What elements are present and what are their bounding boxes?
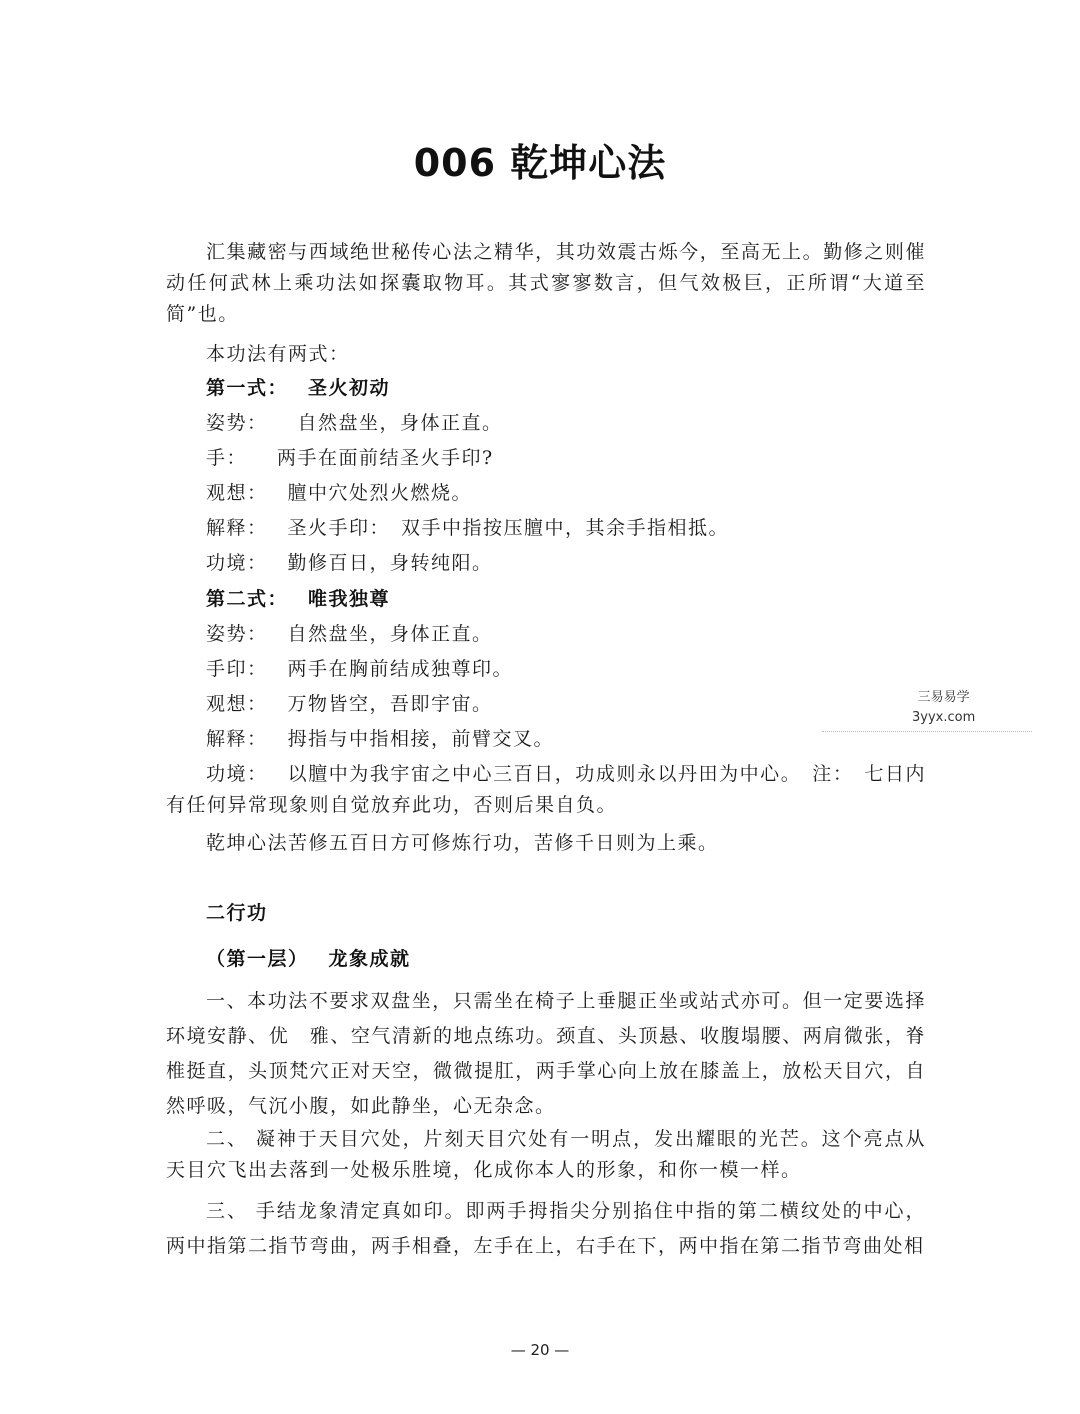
section2-paragraph-2: 二、 凝神于天目穴处，片刻天目穴处有一明点，发出耀眼的光芒。这个亮点从天目穴飞出去落到一处极乐胜境，化成你本人的形象，和你一模一样。 (166, 1128, 926, 1181)
form2-posture: 自然盘坐，身体正直。 (287, 623, 493, 645)
form1-explain: 圣火手印： 双手中指按压膻中，其余手指相抵。 (287, 517, 730, 539)
form1-posture-line (206, 408, 503, 439)
form1-explain-label: 解释： (206, 517, 268, 539)
form1-visual: 膻中穴处烈火燃烧。 (287, 482, 473, 504)
form2-explain: 拇指与中指相接，前臂交叉。 (287, 728, 555, 750)
section2-paragraph-3: 三、 手结龙象清定真如印。即两手拇指尖分别掐住中指的第二横纹处的中心，两中指第二指节弯曲，两手相叠，左手在上，右手在下，两中指在第二指节弯曲处相 (166, 1200, 926, 1257)
section2-paragraph-1: 一、本功法不要求双盘坐，只需坐在椅子上垂腿正坐或站式亦可。但一定要选择环境安静、优 雅、空气清新的地点练功。颈直、头顶悬、收腹塌腰、两肩微张，脊椎挺直，头顶梵穴正对天空，微微提肛，两手掌心向上放在膝盖上，放松天目穴，自然呼吸，气沉小腹，如此静坐，心无杂念。 (166, 990, 926, 1117)
form2-effect-label: 功境： (206, 763, 268, 785)
watermark-line-2: 3yyx.com (912, 710, 976, 725)
form1-hand: 两手在面前结圣火手印? (277, 447, 494, 469)
form2-visual-line (206, 689, 493, 720)
form2-hand-label: 手印： (206, 658, 268, 680)
form1-effect-line (206, 548, 493, 579)
form2-explain-line (206, 724, 554, 755)
form1-effect: 勤修百日，身转纯阳。 (287, 552, 493, 574)
form1-posture: 自然盘坐，身体正直。 (297, 412, 503, 434)
section2-layer-name: 龙象成就 (328, 948, 411, 970)
form1-visual-label: 观想： (206, 482, 268, 504)
form1-effect-label: 功境： (206, 552, 268, 574)
form2-explain-label: 解释： (206, 728, 268, 750)
section2-heading: 二行功 (206, 902, 268, 924)
form2-visual: 万物皆空，吾即宇宙。 (287, 693, 493, 715)
form1-heading-label: 第一式： (206, 377, 289, 399)
form1-heading-name: 圣火初动 (308, 377, 391, 399)
form2-effect: 以膻中为我宇宙之中心三百日，功成则永以丹田为中心。 注： 七日内有任何异常现象则自觉放弃此功，否则后果自负。 (166, 763, 926, 816)
intro-paragraph: 汇集藏密与西域绝世秘传心法之精华，其功效震古烁今，至高无上。勤修之则催动任何武林上乘功法如探囊取物耳。其式寥寥数言，但气效极巨，正所谓“大道至简”也。 (166, 241, 926, 325)
form2-posture-line (206, 619, 493, 650)
form2-heading-name: 唯我独尊 (308, 588, 391, 610)
section2-layer-label: （第一层） (206, 948, 309, 970)
closing-line: 乾坤心法苦修五百日方可修炼行功，苦修千日则为上乘。 (206, 832, 719, 854)
page-number: — 20 — (510, 1341, 570, 1359)
site-watermark (912, 688, 975, 728)
form2-hand: 两手在胸前结成独尊印。 (287, 658, 514, 680)
watermark-line-1: 三易易学 (917, 690, 970, 705)
page-title: 006 乾坤心法 (413, 141, 667, 185)
form2-posture-label: 姿势： (206, 623, 268, 645)
form1-posture-label: 姿势： (206, 412, 268, 434)
form2-hand-line (206, 654, 513, 685)
form2-heading (206, 584, 390, 615)
form1-heading (206, 373, 390, 404)
two-forms-line: 本功法有两式： (206, 343, 350, 365)
form2-heading-label: 第二式： (206, 588, 289, 610)
form2-effect-paragraph (166, 759, 926, 821)
form2-visual-label: 观想： (206, 693, 268, 715)
form1-visual-line (206, 478, 472, 509)
form1-hand-line (206, 443, 494, 474)
section2-layer-heading (206, 944, 411, 975)
form1-explain-line (206, 513, 729, 544)
watermark-dotted-rule (822, 731, 1032, 733)
form1-hand-label: 手： (206, 447, 248, 469)
